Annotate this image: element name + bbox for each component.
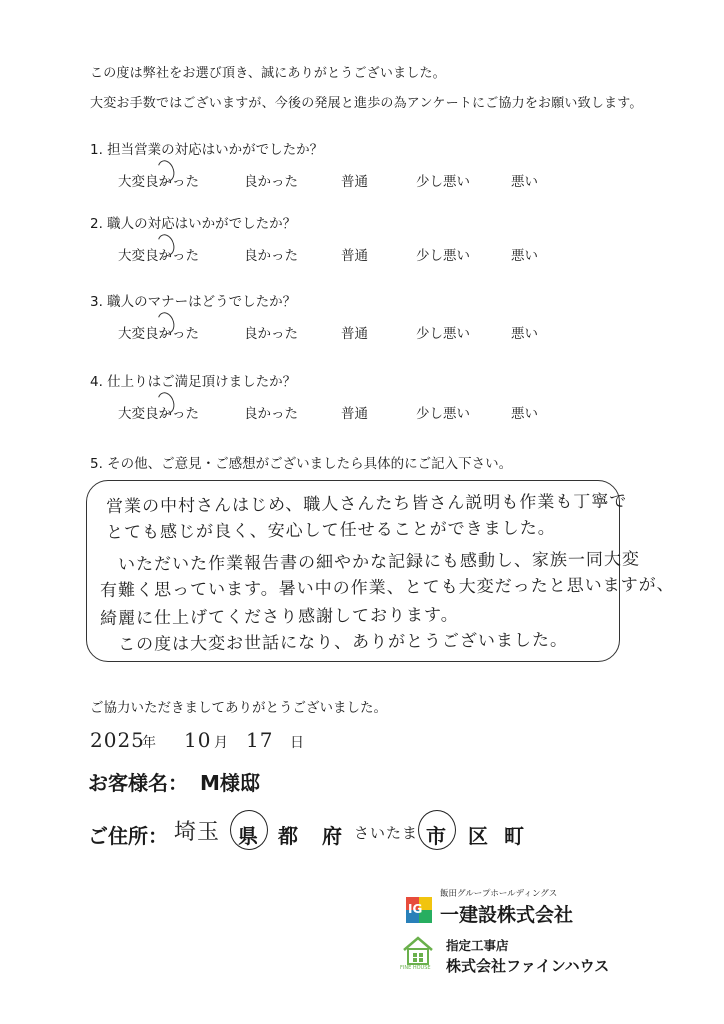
q3-option-good[interactable]: 良かった (244, 326, 298, 342)
q1-option-normal[interactable]: 普通 (341, 174, 368, 190)
fine-house-logo-text: FINE HOUSE (400, 965, 431, 971)
q2-option-normal[interactable]: 普通 (341, 248, 368, 264)
fine-house-logo-icon (400, 934, 436, 974)
q3-option-very-good[interactable]: 大変良かった (118, 326, 199, 342)
address-machi: 町 (504, 824, 524, 848)
q1-option-bad[interactable]: 悪い (511, 174, 538, 190)
comment-line-1: 営業の中村さんはじめ、職人さんたち皆さん説明も作業も丁寧で (105, 491, 628, 517)
ig-logo-text: IG (408, 902, 423, 916)
date-year: 2025 (90, 728, 145, 752)
question-2-label: 2. 職人の対応はいかがでしたか？ (90, 216, 297, 232)
company-name: 一建設株式会社 (440, 904, 574, 926)
customer-label: お客様名： (88, 771, 188, 795)
q4-option-bad[interactable]: 悪い (511, 406, 538, 422)
address-shi: 市 (426, 824, 446, 848)
comment-line-5: 綺麗に仕上げてくださり感謝しております。 (99, 605, 459, 629)
question-1-label: 1. 担当営業の対応はいかがでしたか？ (90, 142, 324, 158)
ig-logo-icon (404, 895, 434, 925)
question-3-label: 3. 職人のマナーはどうでしたか？ (90, 294, 297, 310)
address-city: さいたま (354, 824, 419, 842)
q1-option-very-good[interactable]: 大変良かった (118, 174, 199, 190)
customer-name: M様邸 (200, 771, 260, 795)
q4-option-normal[interactable]: 普通 (341, 406, 368, 422)
ken-circle-mark (230, 810, 268, 850)
question-5-label: 5. その他、ご意見・ご感想がございましたら具体的にご記入下さい。 (90, 456, 513, 472)
date-month-unit: 月 (214, 735, 228, 751)
q3-option-bad[interactable]: 悪い (511, 326, 538, 342)
sub-caption: 指定工事店 (446, 938, 509, 953)
q4-option-very-good[interactable]: 大変良かった (118, 406, 199, 422)
shi-circle-mark (418, 810, 456, 850)
address-ku: 区 (468, 824, 488, 848)
q2-option-bad[interactable]: 悪い (511, 248, 538, 264)
date-day: 17 (246, 728, 274, 752)
q4-option-good[interactable]: 良かった (244, 406, 298, 422)
q2-option-very-good[interactable]: 大変良かった (118, 248, 199, 264)
address-ken: 県 (238, 824, 258, 848)
thanks-text: ご協力いただきましてありがとうございました。 (90, 700, 387, 716)
q1-option-good[interactable]: 良かった (244, 174, 298, 190)
comment-line-2: とても感じが良く、安心して任せることができました。 (105, 518, 556, 543)
q2-option-good[interactable]: 良かった (244, 248, 298, 264)
date-day-unit: 日 (290, 735, 304, 751)
intro-line-1: この度は弊社をお選び頂き、誠にありがとうございました。 (90, 66, 446, 81)
q2-option-slightly-bad[interactable]: 少し悪い (416, 248, 470, 264)
sub-company-name: 株式会社ファインハウス (446, 957, 610, 975)
comment-line-4: 有難く思っています。暑い中の作業、とても大変だったと思いますが、 (99, 574, 675, 601)
group-caption: 飯田グループホールディングス (440, 889, 558, 899)
comment-line-3: いただいた作業報告書の細やかな記録にも感動し、家族一同大変 (117, 549, 641, 575)
address-prefecture: 埼玉 (174, 820, 221, 845)
q3-option-slightly-bad[interactable]: 少し悪い (416, 326, 470, 342)
address-fu: 府 (322, 824, 342, 848)
comment-line-6: この度は大変お世話になり、ありがとうございました。 (117, 630, 569, 655)
q3-option-normal[interactable]: 普通 (341, 326, 368, 342)
address-label: ご住所： (88, 824, 168, 848)
q4-option-slightly-bad[interactable]: 少し悪い (416, 406, 470, 422)
date-month: 10 (184, 728, 212, 752)
q1-option-slightly-bad[interactable]: 少し悪い (416, 174, 470, 190)
question-4-label: 4. 仕上りはご満足頂けましたか？ (90, 374, 297, 390)
intro-line-2: 大変お手数ではございますが、今後の発展と進歩の為アンケートにご協力をお願い致します。 (90, 96, 643, 111)
address-to: 都 (278, 824, 298, 848)
date-year-unit: 年 (142, 735, 156, 751)
